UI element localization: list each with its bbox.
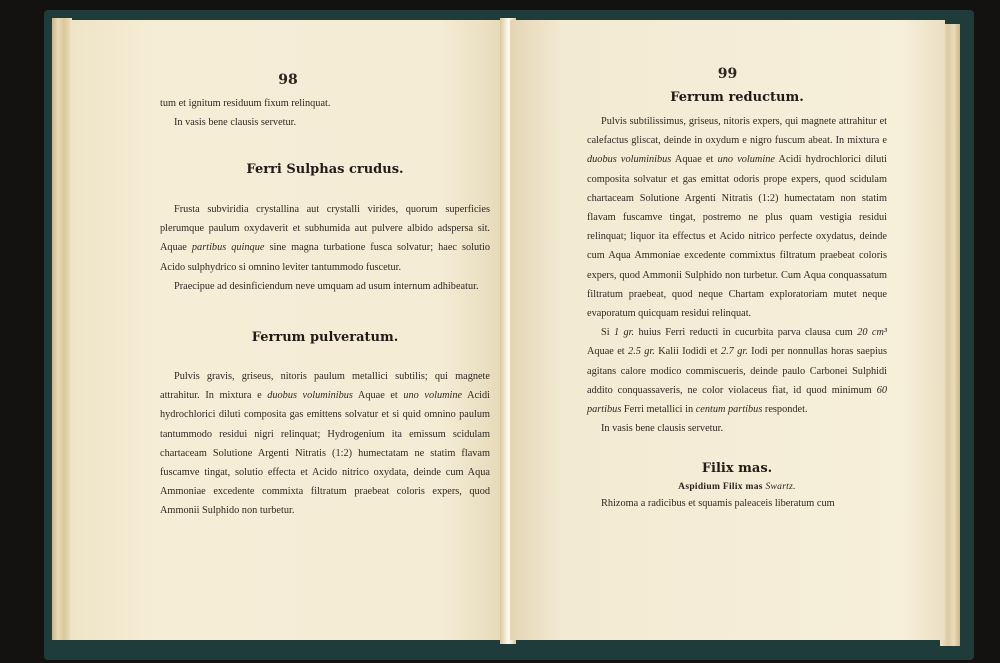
- subtitle-author: Swartz.: [765, 482, 796, 492]
- paragraph: Pulvis gravis, griseus, nitoris paulum metallici subtilis; qui magnete attrahitur. In mixtura e duobus voluminibus Aquae et uno volumine Acidi hydrochlorici diluti composita gas emittens solvatur et si quid omnino paulum tantummodo residui nigri relinquat; Hydrogenium ita emissum scidulam chartaceam Solutione Argenti Nitratis (1:2) humectatam ne statim flavam fuscamve tingat, solutio effecta et Acido nitrico oxydata, deinde cum Aqua Ammoniae excedente commixta filtratum praebeat coloris expers, quod Ammonii Sulphido non turbetur.: [160, 371, 491, 517]
- section-body-ferrum-pulveratum: [160, 367, 490, 521]
- section-title-filix-mas: Filix mas.: [701, 461, 773, 476]
- section-subtitle-aspidium: [587, 482, 887, 492]
- left-top-line1: tum et ignitum residuum fixum relinquat.: [160, 98, 331, 109]
- section-body-ferri-sulphas: [160, 200, 490, 296]
- paragraph: Si 1 gr. huius Ferri reducti in cucurbita parva clausa cum 20 cm³ Aquae et 2.5 gr. Kalii Iodidi et 2.7 gr. Iodi per nonnullas horas saepius agitans calore modico commiscueris, deinde paulo Carbonei Sulphidi addito conquassaveris, ne color violaceus fiat, id quod minimum 60 partibus Ferri metallici in centum partibus respondet.: [587, 327, 888, 416]
- subtitle-name: Aspidium Filix mas: [678, 482, 763, 492]
- page-number-right: 99: [717, 66, 738, 82]
- right-page: [510, 20, 945, 640]
- paragraph: Praecipue ad desinficiendum neve umquam ad usum internum adhibeatur.: [174, 280, 479, 292]
- left-page: [70, 20, 506, 640]
- page-edges-left: [52, 18, 72, 640]
- page-number-left: 98: [278, 72, 298, 88]
- paragraph: Frusta subviridia crystallina aut crystalli virides, quorum superficies plerumque paulum oxydaverit et subhumida aut pulvere albido adspersa sit. Aquae partibus quinque sine magna turbatione fusca solvatur; haec solutio Acido sulphydrico si omnino leviter tantummodo fuscetur.: [160, 204, 491, 273]
- left-top-line2: In vasis bene clausis servetur.: [174, 117, 297, 129]
- section-title-ferrum-reductum: Ferrum reductum.: [670, 90, 804, 105]
- paragraph: Pulvis subtilissimus, griseus, nitoris expers, qui magnete attrahitur et calefactus gliscat, deinde in oxydum e nigro fuscum abeat. In mixtura e duobus voluminibus Aquae et uno volumine Acidi hydrochlorici diluti composita solvatur et gas emittat odoris prope expers, quod scidulam chartaceam Solutione Argenti Nitratis (1:2) humectatam non statim flavam fuscamve tingat, postremo ne plus quam vestigia residui relinquat; liquor ita effectus et Acido nitrico perfecte oxydatus, deinde cum Aqua Ammoniae excedente commixtus filtratum praebeat coloris expers, quod Ammonii Sulphido non turbetur. Cum Aqua conquassatum filtratum praebeat, quod neque Chartam exploratoriam mutet neque evaporatum quicquam residui relinquat.: [587, 116, 887, 320]
- section-body-filix-mas: [587, 494, 887, 513]
- left-top-text: [160, 94, 490, 132]
- section-body-ferrum-reductum: [587, 112, 887, 438]
- paragraph: Rhizoma a radicibus et squamis paleaceis liberatum cum: [601, 498, 835, 509]
- section-title-ferri-sulphas: Ferri Sulphas crudus.: [246, 162, 404, 177]
- paragraph: In vasis bene clausis servetur.: [601, 423, 724, 435]
- section-title-ferrum-pulveratum: Ferrum pulveratum.: [251, 330, 399, 345]
